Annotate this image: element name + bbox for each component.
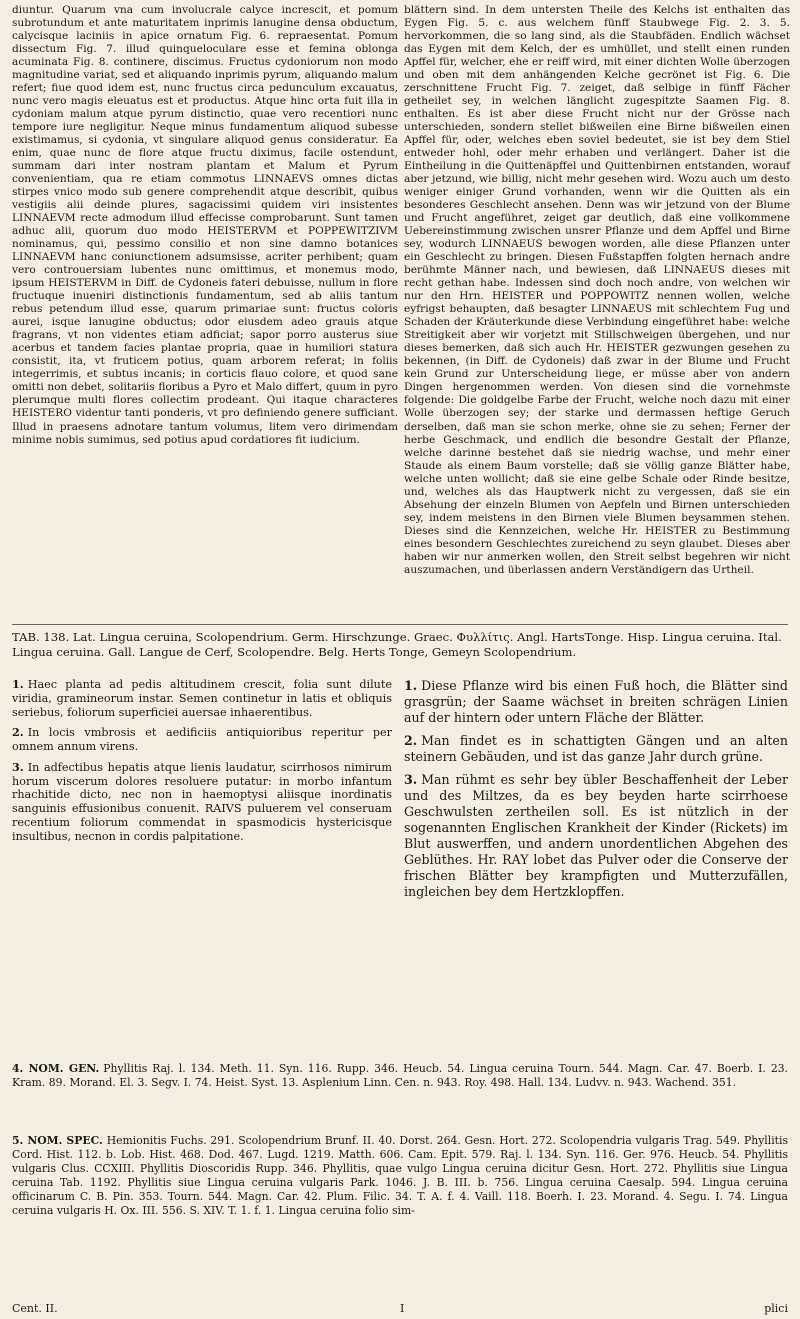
item-text: Diese Pflanze wird bis einen Fuß hoch, die Blätter sind grasgrün; der Saame wächset in breiten schrägen Linien auf der hintern oder untern Fläche der Blätter. [404, 678, 788, 725]
latin-uses-column [12, 678, 392, 850]
item-text: Man findet es in schattigten Gängen und an alten steinern Gebäuden, und ist das ganze Jahr durch grüne. [404, 732, 788, 764]
item-number: 1. [404, 678, 418, 693]
item-number: 2. [12, 725, 24, 740]
nomenclature-species [12, 1134, 788, 1218]
latin-use-item [12, 678, 392, 719]
german-use-item [404, 678, 788, 726]
item-number: 3. [12, 759, 24, 774]
item-text: In locis vmbrosis et aedificiis antiquioribus reperitur per omnem annum virens. [12, 726, 392, 754]
footer-signature: Cent. II. [12, 1302, 58, 1315]
latin-description-column: diuntur. Quarum vna cum involucrale calyce increscit, et pomum subrotundum et ante maturitatem inprimis lanugine densa obductum, calycisque laciniis in apice ornatum Fig. 6. repraesentat. Pomum dissectum Fig. 7. illud quinqueloculare esse et femina oblonga acuminata Fig. 8. continere, discimus. Fructus cydoniorum non modo magnitudine variat, sed et aliquando inprimis pyrum, aliquando malum refert; fiue quod idem est, nunc fructus circa pedunculum excauatus, nunc vero magis eleuatus est et productus. Atque hinc orta fuit illa in cydoniam malum atque pyrum distinctio, quae vero recentiori nunc tempore iure negligitur. Neque minus fundamentum aliquod subesse existimamus, si cydonia, vt singulare aliquod genus consideratur. Ea enim, quae nunc de flore atque fructu diximus, facile ostendunt, summam dari inter nostram plantam et Malum et Pyrum convenientiam, qua re etiam commotus LINNAEVS omnes dictas stirpes vnico modo sub genere comprehendit atque describit, quibus vestigiis alii deinde plures, sagacissimi quidem viri insistentes LINNAEVM recte admodum illud effecisse comprobarunt. Sunt tamen adhuc alii, quorum duo modo HEISTERVM et POPPEWITZIVM nominamus, qui, pessimo consilio et non sine damno botanices LINNAEVM hanc coniunctionem adsumsisse, acriter perhibent; quam vero controuersiam lubentes nunc omittimus, et monemus modo, ipsum HEISTERVM in Diff. de Cydoneis fateri debuisse, nullum in flore fructuque inueniri distinctionis fundamentum, sed ab aliis tantum rebus petendum illud esse, quarum primariae sunt: fructus coloris aurei, isque lanugine obductus; odor eiusdem adeo grauis atque fragrans, vt non videntes etiam adficiat; sapor porro austerus siue acerbus et tandem facies plantae propria, quae in humiliori statura consistit, ita, vt fruticem potius, quam arborem referat; in foliis integerrimis, et subtus incanis; in corticis flauo colore, et quod sane omitti non debet, solitariis floribus a Pyro et Malo differt, quum in pyro plerumque multi flores collectim prodeant. Qui itaque characteres HEISTERO videntur tanti ponderis, vt pro definiendo genere sufficiant. Illud in praesens adnotare tantum volumus, litem vero dirimendam minime nobis sumimus, sed potius apud cordatiores fit iudicium. [12, 4, 398, 446]
nomenclature-genus [12, 1062, 788, 1090]
page-footer [12, 1302, 788, 1316]
latin-use-item [12, 761, 392, 844]
item-text: In adfectibus hepatis atque lienis laudatur, scirrhosos nimirum horum viscerum dolores resoluere putatur: in morbo infantum rhachitide dicto, nec non in haemoptysi aliisque inordinatis sanguinis effusionibus conuenit. RAIVS puluerem vel conseruam recentium foliorum commendat in spasmodicis hystericisque insultibus, necnon in cordis palpitatione. [12, 760, 392, 843]
ref-label: 4. NOM. GEN. [12, 1062, 100, 1075]
ref-text: Phyllitis Raj. l. 134. Meth. 11. Syn. 116. Rupp. 346. Heucb. 54. Lingua ceruina Tourn. 544. Magn. Car. 47. Boerb. I. 23. Kram. 89. Morand. El. 3. Segv. I. 74. Heist. Syst. 13. Asplenium Linn. Cen. n. 943. Roy. 498. Hall. 134. Ludvv. n. 943. Wachend. 351. [12, 1062, 788, 1090]
item-text: Man rühmt es sehr bey übler Beschaffenheit der Leber und des Miltzes, da es bey beyden harte scirrhoese Geschwulsten zertheilen soll. Es ist nützlich in der sogenannten Englischen Krankheit der Kinder (Rickets) im Blut auswerffen, und andern unordentlichen Abgehen des Geblüthes. Hr. RAY lobet das Pulver oder die Conserve der frischen Blätter bey krampfigten und Mutterzufällen, ingleichen bey dem Hertzklopffen. [404, 771, 788, 899]
item-number: 1. [12, 677, 24, 691]
ref-label: 5. NOM. SPEC. [12, 1134, 103, 1147]
footer-sheet-mark: I [400, 1302, 405, 1315]
footer-catchword: plici [764, 1302, 788, 1315]
german-use-item [404, 733, 788, 765]
latin-use-item [12, 726, 392, 754]
german-use-item [404, 772, 788, 900]
section-divider [12, 624, 788, 625]
item-text: Haec planta ad pedis altitudinem crescit, folia sunt dilute viridia, gramineorum instar. Semen continetur in latis et obliquis seriebus, foliorum superficiei auersae inhaerentibus. [12, 678, 392, 719]
item-number: 3. [404, 771, 418, 787]
item-number: 2. [404, 732, 418, 748]
german-description-column: blättern sind. In dem untersten Theile des Kelchs ist enthalten das Eygen Fig. 5. c. aus welchem fünff Staubwege Fig. 2. 3. 5. hervorkommen, die so lang sind, als die Staubfäden. Endlich wächset das Eygen mit dem Kelch, der es umhüllet, und stellt einen runden Apffel für, welcher, ehe er reiff wird, mit einer dichten Wolle überzogen und oben mit dem anhängenden Kelche gecrönet ist Fig. 6. Die zerschnittene Frucht Fig. 7. zeiget, daß selbige in fünff Fächer getheilet sey, in welchen länglicht zugespitzte Saamen Fig. 8. enthalten. Es ist aber diese Frucht nicht nur der Grösse nach unterschieden, sondern stellet bißweilen eine Birne bißweilen einen Apffel für, oder, welches eben soviel bedeutet, sie ist bey dem Stiel entweder hohl, oder mehr erhaben und verlängert. Daher ist die Eintheilung in die Quittenäpffel und Quittenbirnen entstanden, worauf aber jetzund, wie billig, nicht mehr gesehen wird. Wozu auch um desto weniger einiger Grund vorhanden, wenn wir die Quitten als ein besonderes Geschlecht ansehen. Denn was wir jetzund von der Blume und Frucht angeführet, zeiget gar deutlich, daß eine vollkommene Uebereinstimmung zwischen unsrer Pflanze und dem Apffel und Birne sey, wodurch LINNAEUS bewogen worden, alle diese Pflanzen unter ein Geschlecht zu bringen. Diesen Fußstapffen folgten hernach andre berühmte Männer nach, und bewiesen, daß LINNAEUS dieses mit recht gethan habe. Indessen sind doch noch andre, von welchen wir nur den Hrn. HEISTER und POPPOWITZ nennen wollen, welche eyfrigst behaupten, daß besagter LINNAEUS mit schlechtem Fug und Schaden der Kräuterkunde diese Verbindung eingeführet habe: welche Streitigkeit aber wir vorjetzt mit Stillschweigen übergehen, und nur dieses bemerken, daß sich auch Hr. HEISTER gezwungen gesehen zu bekennen, (in Diff. de Cydoneis) daß zwar in der Blume und Frucht kein Grund zur Unterscheidung liege, er müsse aber von andern Dingen hergenommen werden. Von diesen sind die vornehmste folgende: Die goldgelbe Farbe der Frucht, welche noch dazu mit einer Wolle überzogen sey; der starke und dermassen heftige Geruch derselben, daß man sie schon merke, ohne sie zu sehen; Ferner der herbe Geschmack, und endlich die besondre Gestalt der Pflanze, welche darinne bestehet daß sie niedrig wachse, und mehr einer Staude als einem Baum vorstelle; daß sie völlig ganze Blätter habe, welche unten wollicht; daß sie eine gelbe Schale oder Rinde besitze, und, welches als das Hauptwerk nicht zu vergessen, daß sie ein Absehung der einzeln Blumen von Aepfeln und Birnen unterschieden sey, indem meistens in den Birnen viele Blumen beysammen stehen. Dieses sind die Kennzeichen, welche Hr. HEISTER zu Bestimmung eines besondern Geschlechtes zureichend zu seyn glaubet. Dieses aber haben wir nur anmerken wollen, den Streit selbst begehren wir nicht auszumachen, und überlassen andern Verständigern das Urtheil. [404, 4, 790, 576]
german-uses-column [404, 678, 788, 907]
ref-text: Hemionitis Fuchs. 291. Scolopendrium Brunf. II. 40. Dorst. 264. Gesn. Hort. 272. Scolopendria vulgaris Trag. 549. Phyllitis Cord. Hist. 112. b. Lob. Hist. 468. Dod. 467. Lugd. 1219. Matth. 606. Cam. Epit. 579. Raj. l. 134. Syn. 116. Ger. 976. Heucb. 54. Phyllitis vulgaris Clus. CCXIII. Phyllitis Dioscoridis Rupp. 346. Phyllitis, quae vulgo Lingua ceruina dicitur Gesn. Hort. 272. Phyllitis siue Lingua ceruina Tab. 1192. Phyllitis siue Lingua ceruina vulgaris Park. 1046. J. B. III. b. 756. Lingua ceruina Caesalp. 594. Lingua ceruina officinarum C. B. Pin. 353. Tourn. 544. Magn. Car. 42. Plum. Filic. 34. T. A. f. 4. Vaill. 118. Boerh. I. 23. Morand. 4. Segu. I. 74. Lingua ceruina vulgaris H. Ox. III. 556. S. XIV. T. 1. f. 1. Lingua ceruina folio sim- [12, 1134, 788, 1218]
plate-caption: TAB. 138. Lat. Lingua ceruina, Scolopendrium. Germ. Hirschzunge. Graec. Φυλλίτις. Angl. HartsTonge. Hisp. Lingua ceruina. Ital. Lingua ceruina. Gall. Langue de Cerf, Scolopendre. Belg. Herts Tonge, Gemeyn Scolopendrium. [12, 630, 782, 660]
